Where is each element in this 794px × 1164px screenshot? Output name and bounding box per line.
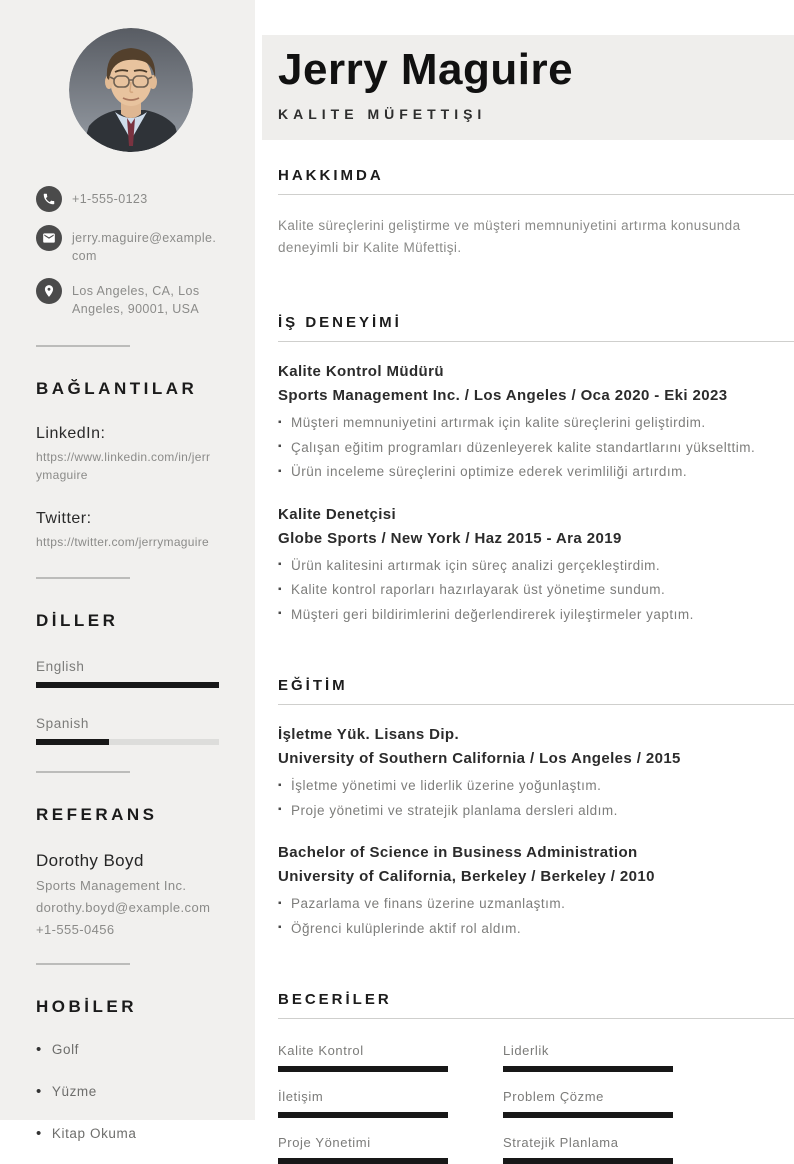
profile-photo — [69, 28, 193, 152]
skill-level-fill — [503, 1112, 673, 1118]
language-name: English — [36, 658, 85, 674]
education-section-title: EĞİTİM — [278, 677, 794, 705]
job-bullet: ▪ Müşteri memnuniyetini artırmak için kalite süreçlerini geliştirdim. — [278, 416, 794, 430]
job-bullet: ▪ Çalışan eğitim programları düzenleyerek kalite standartlarını yükselttim. — [278, 441, 794, 455]
linkedin-url[interactable]: https://www.linkedin.com/in/jerrymaguire — [36, 449, 211, 482]
skill-level-bar — [278, 1066, 448, 1072]
languages-section-title: DİLLER — [36, 610, 119, 630]
profile-photo-illustration — [69, 28, 193, 152]
hobby-item: • Golf — [36, 1041, 225, 1058]
location-pin-icon — [36, 278, 62, 304]
skill-level-fill — [278, 1158, 448, 1164]
phone-icon — [36, 186, 62, 212]
language-level-fill — [36, 682, 219, 688]
skill-name: Stratejik Planlama — [503, 1135, 619, 1151]
hobbies-section-title: HOBİLER — [36, 996, 137, 1016]
email-address: jerry.maguire@example.com — [72, 231, 217, 264]
resume-main — [262, 0, 794, 1164]
skill-name: İletişim — [278, 1089, 324, 1105]
reference-phone: +1-555-0456 — [36, 921, 115, 937]
hobbies-list — [36, 1041, 225, 1142]
header-band — [262, 35, 794, 140]
skill-level-bar — [278, 1158, 448, 1164]
hobby-item: • Kitap Okuma — [36, 1125, 225, 1142]
about-section — [278, 167, 794, 258]
education-bullet: ▪ Öğrenci kulüplerinde aktif rol aldım. — [278, 922, 794, 936]
skills-section — [278, 991, 794, 1164]
reference-section-title: REFERANS — [36, 804, 158, 824]
skill-level-fill — [278, 1112, 448, 1118]
education-section — [278, 677, 794, 935]
job-bullets — [278, 559, 794, 622]
skill-name: Kalite Kontrol — [278, 1043, 364, 1059]
skill-name: Proje Yönetimi — [278, 1135, 371, 1151]
skill-name: Liderlik — [503, 1043, 549, 1059]
job-meta: Globe Sports / New York / Haz 2015 - Ara 2019 — [278, 529, 622, 547]
person-role: KALITE MÜFETTIŞI — [278, 106, 487, 122]
twitter-url[interactable]: https://twitter.com/jerrymaguire — [36, 534, 209, 549]
contact-info — [36, 186, 225, 319]
degree-title: Bachelor of Science in Business Administration — [278, 844, 638, 862]
degree-title: İşletme Yük. Lisans Dip. — [278, 726, 460, 744]
job-bullet: ▪ Kalite kontrol raporları hazırlayarak üst yönetime sundum. — [278, 583, 794, 597]
job-meta: Sports Management Inc. / Los Angeles / Oca 2020 - Eki 2023 — [278, 387, 728, 405]
job-bullet: ▪ Müşteri geri bildirimlerini değerlendirerek iyileştirmeler yaptım. — [278, 608, 794, 622]
reference-email: dorothy.boyd@example.com — [36, 899, 211, 915]
skill-level-fill — [278, 1066, 448, 1072]
job-entry — [278, 506, 794, 622]
sidebar-divider — [36, 963, 130, 965]
education-entry — [278, 844, 794, 935]
reference-company: Sports Management Inc. — [36, 877, 187, 893]
language-item — [36, 716, 225, 745]
about-text: Kalite süreçlerini geliştirme ve müşteri memnuniyetini artırma konusunda deneyimli bir Kalite Müfettişi. — [278, 218, 741, 255]
linkedin-link-block — [36, 425, 225, 484]
skill-level-fill — [503, 1158, 673, 1164]
about-section-title: HAKKIMDA — [278, 167, 794, 195]
person-name: Jerry Maguire — [278, 45, 574, 94]
links-section-title: BAĞLANTILAR — [36, 378, 198, 398]
job-title: Kalite Kontrol Müdürü — [278, 363, 444, 381]
skill-level-bar — [503, 1066, 673, 1072]
skill-level-fill — [503, 1066, 673, 1072]
sidebar-divider — [36, 771, 130, 773]
language-item — [36, 659, 225, 688]
skill-level-bar — [503, 1158, 673, 1164]
contact-location-row — [36, 278, 225, 318]
sidebar — [0, 0, 255, 1141]
linkedin-label: LinkedIn: — [36, 424, 106, 442]
experience-section-title: İŞ DENEYİMİ — [278, 314, 794, 342]
job-bullets — [278, 416, 794, 479]
education-entry — [278, 726, 794, 817]
skill-item — [503, 1043, 673, 1072]
language-level-bar — [36, 739, 219, 745]
language-level-bar — [36, 682, 219, 688]
education-bullets — [278, 779, 794, 817]
education-bullet: ▪ Pazarlama ve finans üzerine uzmanlaştım. — [278, 897, 794, 911]
email-icon — [36, 225, 62, 251]
job-bullet: ▪ Ürün inceleme süreçlerini optimize ederek verimliliği artırdım. — [278, 465, 794, 479]
sidebar-divider — [36, 577, 130, 579]
hobby-item: • Yüzme — [36, 1083, 225, 1100]
skill-level-bar — [278, 1112, 448, 1118]
reference-name: Dorothy Boyd — [36, 850, 144, 870]
language-name: Spanish — [36, 715, 89, 731]
twitter-link-block — [36, 510, 225, 551]
experience-section — [278, 314, 794, 621]
language-level-fill — [36, 739, 109, 745]
skill-item — [278, 1135, 448, 1164]
skills-section-title: BECERİLER — [278, 991, 794, 1019]
education-bullets — [278, 897, 794, 935]
phone-number: +1-555-0123 — [72, 192, 148, 206]
skills-grid — [278, 1043, 794, 1164]
school-meta: University of Southern California / Los Angeles / 2015 — [278, 750, 681, 768]
contact-phone-row — [36, 186, 225, 212]
education-bullet: ▪ Proje yönetimi ve stratejik planlama dersleri aldım. — [278, 804, 794, 818]
job-bullet: ▪ Ürün kalitesini artırmak için süreç analizi gerçekleştirdim. — [278, 559, 794, 573]
skill-level-bar — [503, 1112, 673, 1118]
contact-email-row — [36, 225, 225, 265]
school-meta: University of California, Berkeley / Berkeley / 2010 — [278, 868, 655, 886]
main-content — [262, 167, 794, 1164]
job-entry — [278, 363, 794, 479]
skill-name: Problem Çözme — [503, 1089, 604, 1105]
job-title: Kalite Denetçisi — [278, 505, 397, 523]
skill-item — [278, 1089, 448, 1118]
location-text: Los Angeles, CA, Los Angeles, 90001, USA — [72, 284, 200, 317]
skill-item — [503, 1089, 673, 1118]
twitter-label: Twitter: — [36, 509, 92, 527]
sidebar-divider — [36, 345, 130, 347]
education-bullet: ▪ İşletme yönetimi ve liderlik üzerine yoğunlaştım. — [278, 779, 794, 793]
skill-item — [278, 1043, 448, 1072]
skill-item — [503, 1135, 673, 1164]
